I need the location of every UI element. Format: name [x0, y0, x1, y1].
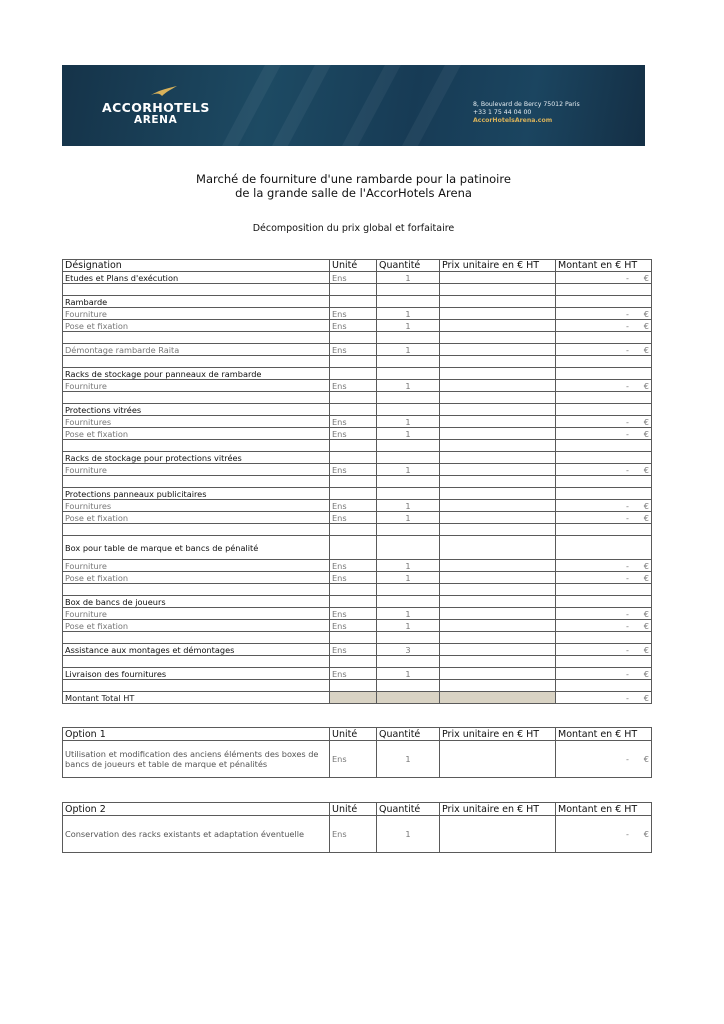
cell-montant: - €: [556, 608, 652, 620]
cell-montant: [556, 476, 652, 488]
option2-table: [62, 802, 652, 853]
table-row: [63, 380, 652, 392]
cell-unite: [330, 536, 377, 560]
header-montant: Montant en € HT: [556, 260, 652, 272]
table-spacer-row: [63, 632, 652, 644]
header-banner: [62, 65, 645, 146]
cell-unite: Ens: [330, 512, 377, 524]
cell-unite: Ens: [330, 380, 377, 392]
cell-prix[interactable]: [440, 644, 556, 656]
option1-header-quantite: Quantité: [377, 728, 440, 741]
cell-quantite: [377, 452, 440, 464]
cell-quantite: [377, 536, 440, 560]
cell-prix: [440, 524, 556, 536]
cell-designation: Fourniture: [63, 380, 330, 392]
cell-prix[interactable]: [440, 464, 556, 476]
cell-unite: Ens: [330, 608, 377, 620]
cell-prix[interactable]: [440, 368, 556, 380]
option2-description: Conservation des racks existants et adaptation éventuelle: [63, 816, 330, 853]
cell-prix: [440, 392, 556, 404]
cell-quantite: 1: [377, 416, 440, 428]
cell-unite: Ens: [330, 644, 377, 656]
cell-designation: Fournitures: [63, 500, 330, 512]
cell-prix[interactable]: [440, 572, 556, 584]
cell-prix[interactable]: [440, 560, 556, 572]
table-row: [63, 692, 652, 704]
cell-designation: Démontage rambarde Raita: [63, 344, 330, 356]
cell-quantite: [377, 656, 440, 668]
cell-designation: [63, 656, 330, 668]
cell-unite: [330, 488, 377, 500]
cell-montant: - €: [556, 416, 652, 428]
cell-montant: - €: [556, 272, 652, 284]
option2-title: Option 2: [63, 803, 330, 816]
cell-prix[interactable]: [440, 608, 556, 620]
table-row: [63, 560, 652, 572]
cell-designation: Pose et fixation: [63, 572, 330, 584]
option1-description: Utilisation et modification des anciens éléments des boxes de bancs de joueurs et table de marque et pénalités: [63, 741, 330, 778]
cell-prix: [440, 476, 556, 488]
cell-designation: Livraison des fournitures: [63, 668, 330, 680]
cell-designation: [63, 476, 330, 488]
cell-designation: Fourniture: [63, 608, 330, 620]
cell-montant: [556, 632, 652, 644]
table-spacer-row: [63, 476, 652, 488]
option2-header-unite: Unité: [330, 803, 377, 816]
cell-unite: Ens: [330, 428, 377, 440]
cell-designation: Rambarde: [63, 296, 330, 308]
cell-prix: [440, 284, 556, 296]
header-unite: Unité: [330, 260, 377, 272]
cell-unite: [330, 584, 377, 596]
cell-montant: - €: [556, 500, 652, 512]
cell-unite: [330, 284, 377, 296]
price-breakdown-table: [62, 259, 652, 704]
cell-prix: [440, 332, 556, 344]
table-row: [63, 572, 652, 584]
cell-unite: Ens: [330, 572, 377, 584]
cell-unite: [330, 392, 377, 404]
cell-quantite: 1: [377, 668, 440, 680]
cell-designation: [63, 440, 330, 452]
cell-designation: Racks de stockage pour protections vitrées: [63, 452, 330, 464]
table-spacer-row: [63, 440, 652, 452]
option1-header-prix: Prix unitaire en € HT: [440, 728, 556, 741]
cell-quantite: [377, 296, 440, 308]
table-spacer-row: [63, 284, 652, 296]
cell-prix[interactable]: [440, 404, 556, 416]
table-row: [63, 512, 652, 524]
table-row: [63, 668, 652, 680]
cell-quantite: [377, 692, 440, 704]
cell-designation: Fourniture: [63, 560, 330, 572]
option1-row: [63, 741, 652, 778]
cell-unite: [330, 656, 377, 668]
page-subtitle: Décomposition du prix global et forfaitaire: [252, 223, 455, 234]
cell-unite: Ens: [330, 344, 377, 356]
cell-unite: [330, 476, 377, 488]
option2-header-prix: Prix unitaire en € HT: [440, 803, 556, 816]
cell-montant: - €: [556, 428, 652, 440]
cell-prix[interactable]: [440, 596, 556, 608]
cell-montant: [556, 536, 652, 560]
table-spacer-row: [63, 356, 652, 368]
cell-quantite: 1: [377, 572, 440, 584]
cell-designation: Assistance aux montages et démontages: [63, 644, 330, 656]
cell-quantite: 1: [377, 500, 440, 512]
cell-designation: Pose et fixation: [63, 428, 330, 440]
cell-montant: [556, 404, 652, 416]
cell-prix: [440, 680, 556, 692]
cell-prix[interactable]: [440, 536, 556, 560]
option1-prix-cell[interactable]: [440, 741, 556, 778]
option2-unite: Ens: [330, 816, 377, 853]
cell-montant: [556, 596, 652, 608]
table-row: [63, 608, 652, 620]
table-row: [63, 344, 652, 356]
logo-bird-icon: [150, 85, 178, 97]
cell-quantite: [377, 356, 440, 368]
table-row: [63, 404, 652, 416]
cell-prix[interactable]: [440, 344, 556, 356]
cell-unite: Ens: [330, 272, 377, 284]
cell-designation: Fournitures: [63, 416, 330, 428]
cell-quantite: [377, 680, 440, 692]
cell-designation: Fourniture: [63, 464, 330, 476]
table-spacer-row: [63, 656, 652, 668]
option2-row: [63, 816, 652, 853]
cell-prix[interactable]: [440, 500, 556, 512]
cell-unite: [330, 356, 377, 368]
cell-quantite: 1: [377, 428, 440, 440]
address-text: 8, Boulevard de Bercy 75012 Paris: [473, 101, 580, 108]
cell-designation: Montant Total HT: [63, 692, 330, 704]
cell-quantite: [377, 488, 440, 500]
table-spacer-row: [63, 680, 652, 692]
cell-montant: - €: [556, 572, 652, 584]
option1-montant: - €: [556, 741, 652, 778]
cell-designation: [63, 392, 330, 404]
option1-header-montant: Montant en € HT: [556, 728, 652, 741]
contact-block: [473, 101, 580, 125]
cell-designation: [63, 584, 330, 596]
cell-prix[interactable]: [440, 416, 556, 428]
cell-quantite: 1: [377, 620, 440, 632]
cell-designation: Pose et fixation: [63, 512, 330, 524]
cell-unite: Ens: [330, 464, 377, 476]
cell-prix[interactable]: [440, 668, 556, 680]
cell-unite: Ens: [330, 308, 377, 320]
cell-prix[interactable]: [440, 380, 556, 392]
table-row: [63, 452, 652, 464]
cell-montant: - €: [556, 464, 652, 476]
cell-montant: [556, 332, 652, 344]
cell-designation: Pose et fixation: [63, 320, 330, 332]
cell-montant: - €: [556, 320, 652, 332]
cell-montant: - €: [556, 380, 652, 392]
option2-header-montant: Montant en € HT: [556, 803, 652, 816]
cell-prix[interactable]: [440, 272, 556, 284]
cell-quantite: [377, 476, 440, 488]
cell-quantite: [377, 332, 440, 344]
cell-unite: Ens: [330, 500, 377, 512]
cell-unite: [330, 332, 377, 344]
cell-unite: [330, 680, 377, 692]
cell-unite: Ens: [330, 668, 377, 680]
cell-montant: - €: [556, 668, 652, 680]
cell-quantite: [377, 284, 440, 296]
table-row: [63, 308, 652, 320]
table-row: [63, 536, 652, 560]
page-title: [62, 172, 645, 200]
cell-prix[interactable]: [440, 308, 556, 320]
cell-unite: Ens: [330, 320, 377, 332]
table-row: [63, 272, 652, 284]
table-row: [63, 428, 652, 440]
cell-quantite: [377, 632, 440, 644]
cell-unite: [330, 296, 377, 308]
cell-designation: [63, 284, 330, 296]
cell-montant: - €: [556, 344, 652, 356]
cell-prix[interactable]: [440, 488, 556, 500]
cell-montant: [556, 584, 652, 596]
cell-designation: Pose et fixation: [63, 620, 330, 632]
cell-designation: Box pour table de marque et bancs de pénalité: [63, 536, 330, 560]
table-row: [63, 464, 652, 476]
cell-prix[interactable]: [440, 296, 556, 308]
cell-unite: Ens: [330, 416, 377, 428]
cell-quantite: [377, 596, 440, 608]
cell-prix: [440, 440, 556, 452]
option1-table: [62, 727, 652, 778]
cell-quantite: 1: [377, 344, 440, 356]
table-spacer-row: [63, 584, 652, 596]
cell-quantite: [377, 392, 440, 404]
cell-quantite: 1: [377, 308, 440, 320]
table-spacer-row: [63, 524, 652, 536]
website-link[interactable]: AccorHotelsArena.com: [473, 117, 553, 124]
phone-text: +33 1 75 44 04 00: [473, 109, 532, 116]
header-prix: Prix unitaire en € HT: [440, 260, 556, 272]
option1-header-unite: Unité: [330, 728, 377, 741]
option2-montant: - €: [556, 816, 652, 853]
option2-header-row: [63, 803, 652, 816]
cell-unite: [330, 596, 377, 608]
cell-montant: [556, 368, 652, 380]
cell-montant: [556, 284, 652, 296]
cell-montant: [556, 524, 652, 536]
cell-montant: [556, 656, 652, 668]
cell-unite: Ens: [330, 620, 377, 632]
cell-montant: [556, 356, 652, 368]
cell-quantite: 1: [377, 608, 440, 620]
table-header-row: [63, 260, 652, 272]
cell-unite: [330, 440, 377, 452]
title-line-1: Marché de fourniture d'une rambarde pour la patinoire: [196, 172, 511, 186]
cell-montant: [556, 296, 652, 308]
cell-designation: [63, 632, 330, 644]
table-row: [63, 500, 652, 512]
cell-montant: - €: [556, 620, 652, 632]
cell-prix[interactable]: [440, 428, 556, 440]
table-row: [63, 320, 652, 332]
cell-designation: Protections panneaux publicitaires: [63, 488, 330, 500]
cell-unite: [330, 524, 377, 536]
cell-montant: - €: [556, 512, 652, 524]
table-row: [63, 596, 652, 608]
cell-unite: [330, 368, 377, 380]
cell-montant: [556, 392, 652, 404]
cell-unite: [330, 692, 377, 704]
option1-header-row: [63, 728, 652, 741]
cell-prix: [440, 692, 556, 704]
option1-title: Option 1: [63, 728, 330, 741]
cell-prix: [440, 584, 556, 596]
cell-montant: - €: [556, 560, 652, 572]
cell-designation: [63, 524, 330, 536]
option2-quantite: 1: [377, 816, 440, 853]
cell-prix[interactable]: [440, 512, 556, 524]
table-row: [63, 644, 652, 656]
table-row: [63, 368, 652, 380]
cell-designation: Protections vitrées: [63, 404, 330, 416]
table-row: [63, 416, 652, 428]
cell-prix: [440, 632, 556, 644]
cell-designation: [63, 356, 330, 368]
cell-prix[interactable]: [440, 452, 556, 464]
option2-header-quantite: Quantité: [377, 803, 440, 816]
brand-line1: ACCORHOTELS: [102, 100, 210, 115]
table-row: [63, 488, 652, 500]
table-spacer-row: [63, 392, 652, 404]
cell-montant: [556, 440, 652, 452]
cell-unite: [330, 632, 377, 644]
table-row: [63, 296, 652, 308]
cell-unite: Ens: [330, 560, 377, 572]
cell-quantite: 1: [377, 512, 440, 524]
brand-line2: ARENA: [134, 114, 178, 126]
cell-designation: [63, 680, 330, 692]
table-row: [63, 620, 652, 632]
cell-quantite: [377, 524, 440, 536]
option2-prix-cell[interactable]: [440, 816, 556, 853]
table-spacer-row: [63, 332, 652, 344]
cell-quantite: 1: [377, 272, 440, 284]
header-quantite: Quantité: [377, 260, 440, 272]
cell-prix: [440, 656, 556, 668]
cell-designation: [63, 332, 330, 344]
cell-montant: [556, 488, 652, 500]
cell-quantite: 3: [377, 644, 440, 656]
cell-designation: Racks de stockage pour panneaux de rambarde: [63, 368, 330, 380]
header-designation: Désignation: [63, 260, 330, 272]
option1-unite: Ens: [330, 741, 377, 778]
cell-quantite: 1: [377, 380, 440, 392]
cell-designation: Box de bancs de joueurs: [63, 596, 330, 608]
cell-quantite: 1: [377, 560, 440, 572]
cell-montant: [556, 452, 652, 464]
cell-designation: Fourniture: [63, 308, 330, 320]
cell-quantite: [377, 404, 440, 416]
cell-quantite: 1: [377, 464, 440, 476]
cell-montant: - €: [556, 692, 652, 704]
cell-quantite: 1: [377, 320, 440, 332]
title-line-2: de la grande salle de l'AccorHotels Arena: [235, 186, 472, 200]
cell-montant: - €: [556, 308, 652, 320]
cell-designation: Etudes et Plans d'exécution: [63, 272, 330, 284]
cell-quantite: [377, 584, 440, 596]
cell-montant: - €: [556, 644, 652, 656]
option1-quantite: 1: [377, 741, 440, 778]
cell-quantite: [377, 440, 440, 452]
cell-unite: [330, 404, 377, 416]
cell-prix[interactable]: [440, 320, 556, 332]
cell-prix[interactable]: [440, 620, 556, 632]
cell-montant: [556, 680, 652, 692]
cell-quantite: [377, 368, 440, 380]
cell-unite: [330, 452, 377, 464]
cell-prix: [440, 356, 556, 368]
